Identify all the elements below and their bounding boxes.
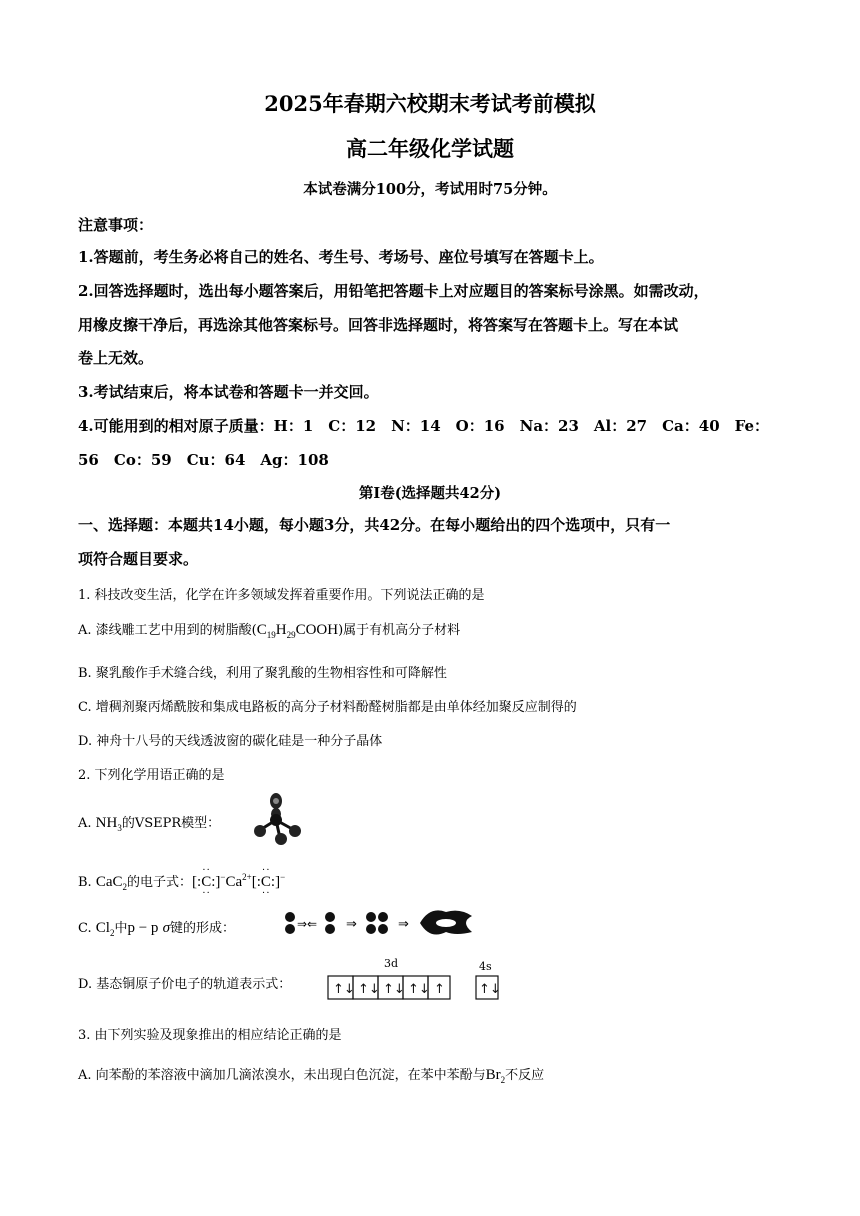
- svg-text:↑↓: ↑↓: [479, 982, 501, 997]
- q1-stem: 1. 科技改变生活，化学在许多领域发挥着重要作用。下列说法正确的是: [78, 588, 485, 603]
- q3-option-a: A. 向苯酚的苯溶液中滴加几滴浓溴水，未出现白色沉淀，在苯中苯酚与$Br_2$不反应: [78, 1067, 545, 1085]
- note-3: 3.考试结束后，将本试卷和答题卡一并交回。: [78, 383, 379, 401]
- svg-text:↑↓: ↑↓: [383, 982, 405, 997]
- section-title: 第Ⅰ卷(选择题共42分): [358, 485, 502, 502]
- orbital-4s-label: 4s: [479, 960, 492, 973]
- copper-orbital-diagram-icon: [327, 974, 503, 1002]
- q2-option-b: B. CaC$_2$的电子式：[: ·· C ·· $:]^-Ca^{2+}$[: ·· C ·· :]−: [78, 865, 286, 899]
- exam-title: 2025年春期六校期末考试考前模拟: [264, 91, 596, 116]
- exam-subject: 高二年级化学试题: [346, 136, 514, 161]
- q1-option-b: B. 聚乳酸作手术缝合线，利用了聚乳酸的生物相容性和可降解性: [78, 666, 447, 681]
- q1-formula: $C_{19}H_{29}COOH$: [256, 622, 339, 640]
- cac2-electron-formula: [: ·· C ·· $:]^-Ca^{2+}$[: ·· C ·· :]−: [192, 865, 286, 899]
- section-instruction-a: 一、选择题：本题共14小题，每小题3分，共42分。在每小题给出的四个选项中，只有一: [78, 516, 671, 534]
- note-4b: 56 Co：59 Cu：64 Ag：108: [78, 451, 329, 469]
- note-1: 1.答题前，考生务必将自己的姓名、考生号、考场号、座位号填写在答题卡上。: [78, 248, 604, 266]
- q2-option-c: C. $Cl_2$中p − p σ键的形成：: [78, 920, 235, 938]
- nh3-vsepr-model-icon: [250, 790, 310, 846]
- note-4a: 4.可能用到的相对原子质量：H：1 C：12 N：14 O：16 Na：23 Al：27 Ca：40 Fe：: [78, 417, 770, 435]
- q2-stem: 2. 下列化学用语正确的是: [78, 768, 225, 783]
- q1-option-a: A. 漆线雕工艺中用到的树脂酸$(C_{19}H_{29}COOH)$属于有机高分子材料: [78, 622, 461, 640]
- svg-text:⇒: ⇒: [346, 917, 357, 932]
- section-instruction-b: 项符合题目要求。: [78, 550, 199, 568]
- q2-option-a: A. $NH_3$的VSEPR模型：: [78, 815, 221, 833]
- svg-text:↑↓: ↑↓: [408, 982, 430, 997]
- svg-text:⇒: ⇒: [398, 917, 409, 932]
- svg-text:⇒⇐: ⇒⇐: [297, 917, 318, 931]
- q1-option-d: D. 神舟十八号的天线透波窗的碳化硅是一种分子晶体: [78, 734, 383, 749]
- note-2b: 用橡皮擦干净后，再选涂其他答案标号。回答非选择题时，将答案写在答题卡上。写在本试: [78, 316, 679, 334]
- exam-info: 本试卷满分100分，考试用时75分钟。: [303, 181, 557, 198]
- notes-heading: 注意事项：: [78, 216, 154, 234]
- note-2c: 卷上无效。: [78, 349, 154, 367]
- q1-option-c: C. 增稠剂聚丙烯酰胺和集成电路板的高分子材料酚醛树脂都是由单体经加聚反应制得的: [78, 700, 577, 715]
- svg-text:↑: ↑: [434, 982, 445, 997]
- svg-text:↑↓: ↑↓: [333, 982, 355, 997]
- orbital-3d-label: 3d: [384, 957, 399, 970]
- q2-option-d: D. 基态铜原子价电子的轨道表示式：: [78, 977, 292, 992]
- svg-text:↑↓: ↑↓: [358, 982, 380, 997]
- p-p-sigma-bond-diagram-icon: [280, 906, 476, 942]
- note-2a: 2.回答选择题时，选出每小题答案后，用铅笔把答题卡上对应题目的答案标号涂黑。如需改动，: [78, 282, 709, 300]
- q3-stem: 3. 由下列实验及现象推出的相应结论正确的是: [78, 1028, 342, 1043]
